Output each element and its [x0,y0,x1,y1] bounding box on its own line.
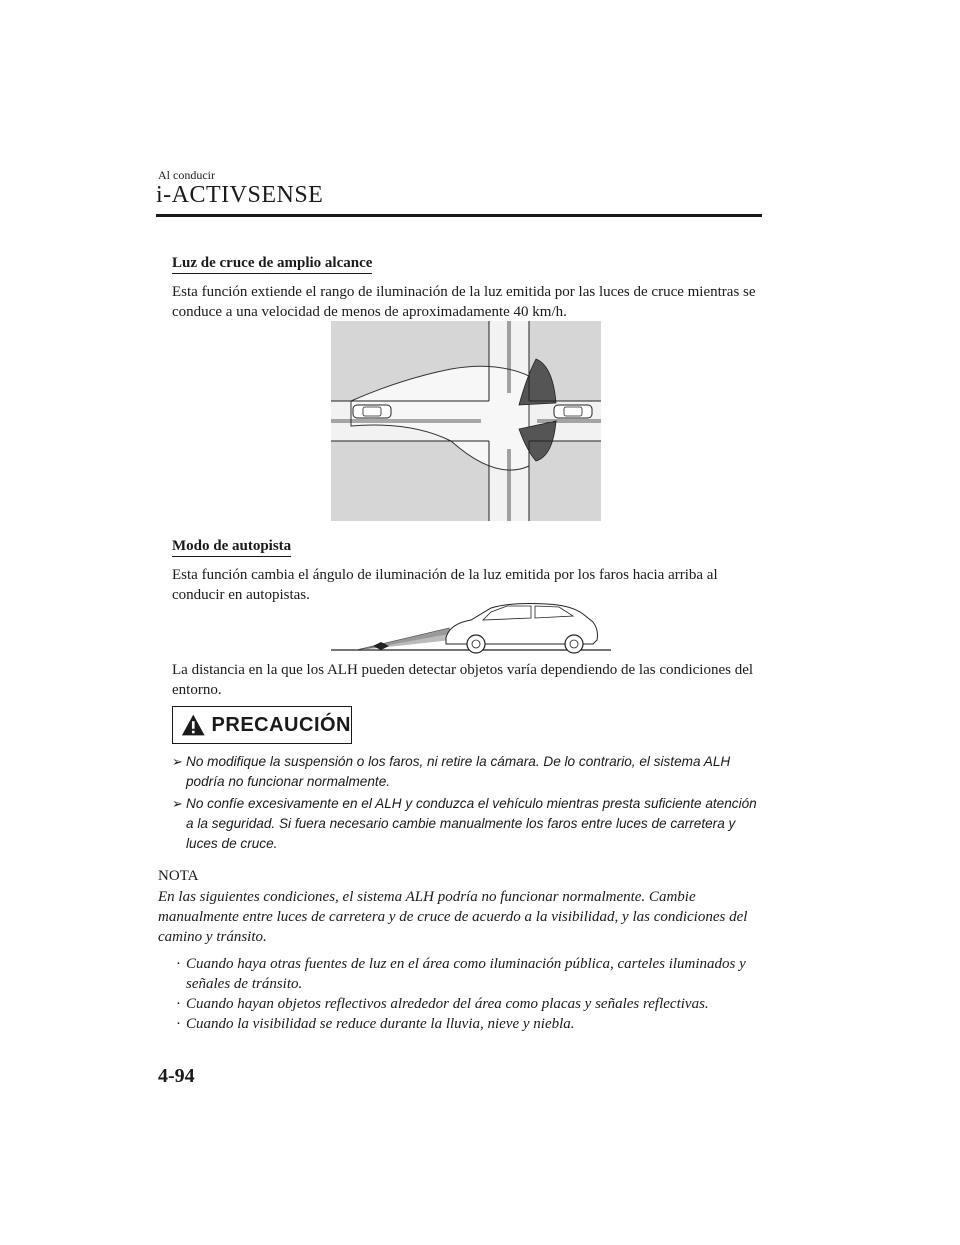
detection-note: La distancia en la que los ALH pueden detectar objetos varía dependiendo de las condiciones del entorno. [172,662,754,698]
nota-text: En las siguientes condiciones, el sistema ALH podría no funcionar normalmente. Cambie manualmente entre luces de carretera y de cruce de acuerdo a la visibilidad, y las condiciones del camino y tránsito. [158,889,748,945]
arrow-bullet-icon: ➢ [172,796,183,811]
warning-triangle-icon [181,713,206,737]
arrow-bullet-icon: ➢ [172,754,183,769]
list-item: · Cuando la visibilidad se reduce durante la lluvia, nieve y niebla. [176,1016,575,1032]
nota-bullet-list [176,954,756,1034]
section-label: Al conducir [158,168,215,182]
bullet-dot-icon: · [176,996,181,1012]
caution-list [172,752,762,854]
title-rule [156,214,762,217]
bullet-dot-icon: · [176,956,181,972]
highway-figure [331,600,611,655]
page-number: 4-94 [158,1065,195,1087]
caution-box [172,706,352,744]
list-item: · Cuando haya otras fuentes de luz en el área como iluminación pública, carteles iluminados y señales de tránsito. [176,956,746,992]
nota-label: NOTA [158,868,199,884]
intersection-figure [331,321,601,521]
list-item: · Cuando hayan objetos reflectivos alrededor del área como placas y señales reflectivas. [176,996,709,1012]
paragraph-low-beam: Esta función extiende el rango de iluminación de la luz emitida por las luces de cruce mientras se conduce a una velocidad de menos de aproximadamente 40 km/h. [172,284,756,320]
caution-item: ➢ No confíe excesivamente en el ALH y conduzca el vehículo mientras presta suficiente atención a la seguridad. Si fuera necesario cambie manualmente los faros entre luces de carretera y luces de cruce. [172,796,757,851]
caution-label: PRECAUCIÓN [211,713,351,736]
heading-low-beam: Luz de cruce de amplio alcance [172,255,372,274]
paragraph-highway-mode: Esta función cambia el ángulo de iluminación de la luz emitida por los faros hacia arriba al conducir en autopistas. [172,567,718,603]
heading-highway-mode: Modo de autopista [172,538,291,557]
page-title: i-ACTIVSENSE [156,182,324,208]
caution-item: ➢ No modifique la suspensión o los faros, ni retire la cámara. De lo contrario, el sistema ALH podría no funcionar normalmente. [172,754,731,789]
bullet-dot-icon: · [176,1016,181,1032]
